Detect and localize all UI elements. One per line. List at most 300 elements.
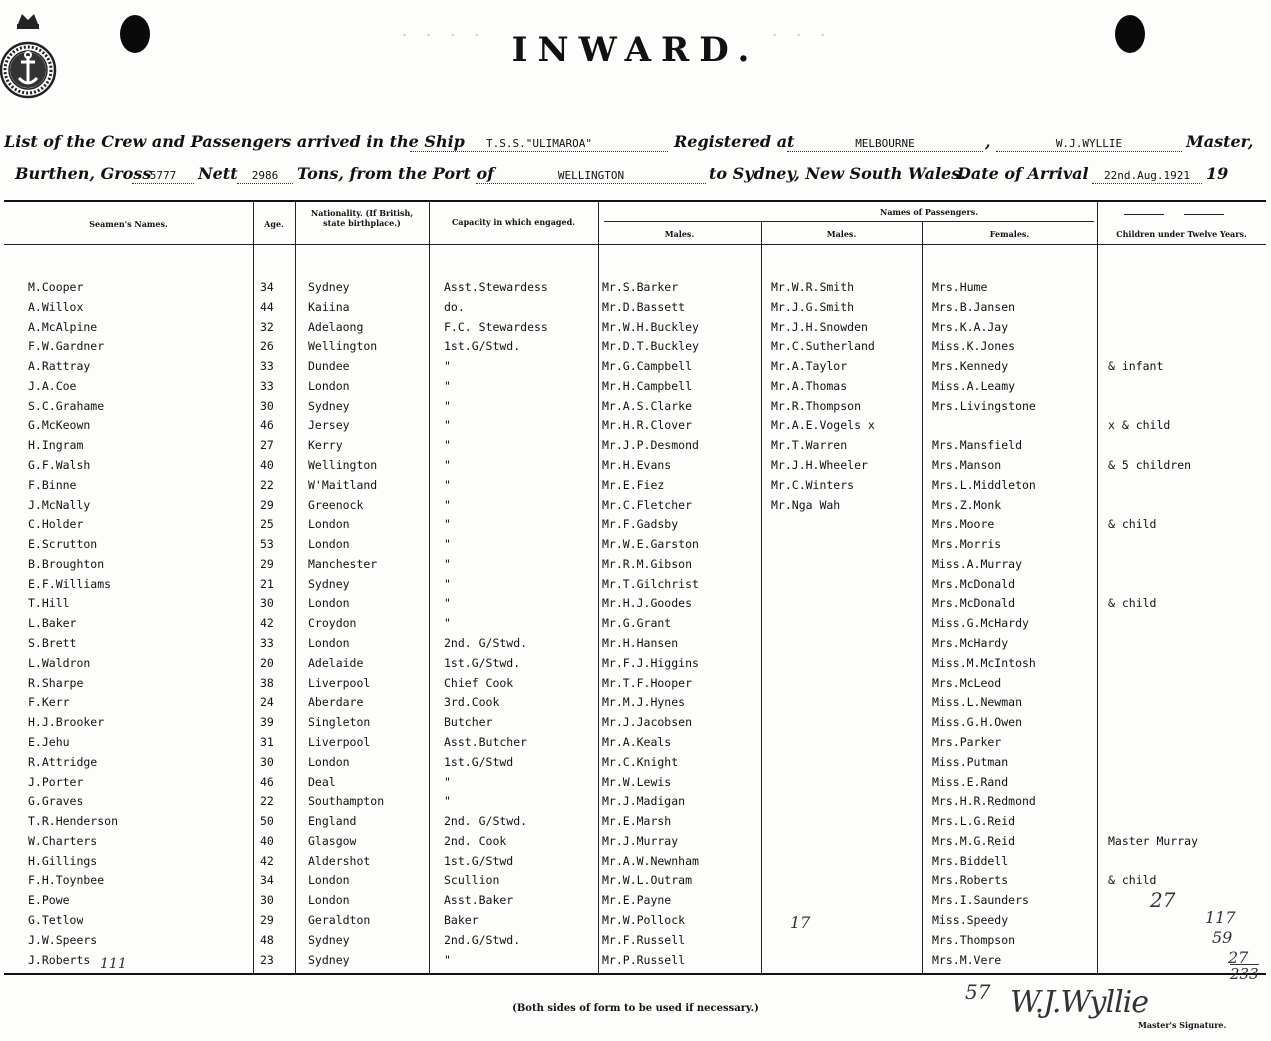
- table-row: [4, 337, 1266, 357]
- seaman-nationality: Aldershot: [308, 853, 371, 868]
- seaman-name: L.Waldron: [28, 655, 91, 670]
- col-nationality: Nationality. (If British, state birthplace.): [310, 208, 414, 228]
- seaman-nationality: Sydney: [308, 576, 350, 591]
- bleed-through-text: · · · ·: [400, 26, 485, 44]
- arrival-date: 22nd.Aug.1921: [1092, 169, 1202, 184]
- seaman-nationality: Wellington: [308, 339, 378, 354]
- seaman-name: E.F.Williams: [28, 576, 112, 591]
- seaman-capacity: ": [444, 576, 451, 591]
- seaman-nationality: Dundee: [308, 359, 350, 374]
- table-row: [4, 416, 1266, 436]
- passenger-male: Mr.C.Fletcher: [602, 497, 693, 512]
- arrival-label: Date of Arrival: [957, 164, 1089, 183]
- seaman-capacity: ": [444, 774, 451, 789]
- seaman-name: J.Porter: [28, 774, 84, 789]
- passenger-male: Mr.M.J.Hynes: [602, 695, 686, 710]
- seaman-capacity: ": [444, 359, 451, 374]
- seaman-age: 50: [260, 814, 274, 829]
- table-row: [4, 792, 1266, 812]
- passenger-children: & 5 children: [1108, 458, 1192, 473]
- seaman-age: 44: [260, 299, 274, 314]
- seaman-age: 31: [260, 734, 274, 749]
- passenger-female: Miss.Putman: [932, 754, 1009, 769]
- passenger-male: Mr.T.Gilchrist: [602, 576, 699, 591]
- seaman-age: 34: [260, 873, 274, 888]
- passenger-female: Mrs.B.Jansen: [932, 299, 1016, 314]
- seaman-name: H.Gillings: [28, 853, 98, 868]
- seaman-nationality: Greenock: [308, 497, 364, 512]
- seaman-capacity: F.C. Stewardess: [444, 319, 548, 334]
- seaman-name: C.Holder: [28, 517, 84, 532]
- seaman-name: G.McKeown: [28, 418, 91, 433]
- passenger-female: Mrs.Biddell: [932, 853, 1009, 868]
- seaman-age: 26: [260, 339, 274, 354]
- master-signature: W.J.Wyllie: [1010, 985, 1149, 1020]
- seaman-age: 20: [260, 655, 274, 670]
- seaman-name: E.Jehu: [28, 734, 70, 749]
- seaman-age: 24: [260, 695, 274, 710]
- header-line-burthen: [0, 164, 1271, 190]
- passenger-children: & child: [1108, 517, 1157, 532]
- seaman-name: R.Attridge: [28, 754, 98, 769]
- seaman-name: A.Willox: [28, 299, 84, 314]
- seaman-age: 30: [260, 398, 274, 413]
- passenger-male: Mr.J.Madigan: [602, 794, 686, 809]
- master-name: W.J.WYLLIE: [996, 137, 1182, 152]
- passenger-female: Mrs.Z.Monk: [932, 497, 1002, 512]
- seaman-capacity: ": [444, 556, 451, 571]
- seaman-name: W.Charters: [28, 833, 98, 848]
- passenger-female: Miss.Speedy: [932, 912, 1009, 927]
- table-row: [4, 773, 1266, 793]
- seaman-name: T.Hill: [28, 596, 70, 611]
- seaman-nationality: Jersey: [308, 418, 350, 433]
- passenger-female: Mrs.Moore: [932, 517, 995, 532]
- passenger-male: Mr.F.Russell: [602, 932, 686, 947]
- col-passengers: Names of Passengers.: [880, 207, 978, 217]
- seaman-nationality: London: [308, 893, 350, 908]
- seaman-name: F.Binne: [28, 477, 77, 492]
- seaman-nationality: England: [308, 814, 357, 829]
- passenger-male: Mr.A.Thomas: [771, 378, 848, 393]
- seaman-nationality: London: [308, 596, 350, 611]
- passenger-male: Mr.D.Bassett: [602, 299, 686, 314]
- seaman-capacity: ": [444, 794, 451, 809]
- passenger-male: Mr.D.T.Buckley: [602, 339, 699, 354]
- passenger-children: & infant: [1108, 359, 1164, 374]
- passenger-female: Miss.L.Newman: [932, 695, 1023, 710]
- seaman-name: R.Sharpe: [28, 675, 84, 690]
- seaman-nationality: W'Maitland: [308, 477, 378, 492]
- seaman-name: H.Ingram: [28, 438, 84, 453]
- table-row: [4, 753, 1266, 773]
- master-label: Master,: [1186, 132, 1254, 151]
- seaman-name: J.A.Coe: [28, 378, 77, 393]
- passenger-male: Mr.E.Marsh: [602, 814, 672, 829]
- passenger-male: Mr.Nga Wah: [771, 497, 841, 512]
- table-row: [4, 357, 1266, 377]
- table-row: [4, 377, 1266, 397]
- bleed-through-text: · · ·: [770, 26, 831, 44]
- seaman-nationality: Manchester: [308, 556, 378, 571]
- header-line-ship: [0, 132, 1271, 158]
- passenger-female: Mrs.M.G.Reid: [932, 833, 1016, 848]
- signature-count-mark: 57: [965, 980, 991, 1004]
- table-row: [4, 951, 1266, 971]
- seaman-capacity: Asst.Baker: [444, 893, 514, 908]
- seaman-age: 23: [260, 952, 274, 967]
- passenger-female: Mrs.I.Saunders: [932, 893, 1029, 908]
- passenger-children: & child: [1108, 596, 1157, 611]
- passenger-female: Miss.M.McIntosh: [932, 655, 1036, 670]
- seaman-age: 29: [260, 497, 274, 512]
- seaman-name: J.McNally: [28, 497, 91, 512]
- seaman-name: B.Broughton: [28, 556, 105, 571]
- table-row: [4, 496, 1266, 516]
- passenger-male: Mr.G.Grant: [602, 616, 672, 631]
- seaman-name: G.Tetlow: [28, 912, 84, 927]
- seaman-nationality: London: [308, 873, 350, 888]
- seaman-name: S.Brett: [28, 636, 77, 651]
- tally-mark: 59: [1212, 928, 1233, 947]
- seaman-capacity: Chief Cook: [444, 675, 514, 690]
- seaman-age: 40: [260, 458, 274, 473]
- passenger-male: Mr.G.Campbell: [602, 359, 693, 374]
- seaman-capacity: Asst.Butcher: [444, 734, 528, 749]
- year-suffix: 19: [1206, 164, 1229, 183]
- seaman-name: S.C.Grahame: [28, 398, 105, 413]
- seaman-capacity: ": [444, 952, 451, 967]
- passenger-female: Mrs.Kennedy: [932, 359, 1009, 374]
- seaman-name: F.W.Gardner: [28, 339, 105, 354]
- passenger-male: Mr.W.R.Smith: [771, 280, 855, 294]
- seaman-nationality: Singleton: [308, 715, 371, 730]
- table-row: [4, 832, 1266, 852]
- seaman-capacity: 2nd. G/Stwd.: [444, 814, 528, 829]
- seaman-capacity: ": [444, 438, 451, 453]
- passenger-children: Master Murray: [1108, 833, 1199, 848]
- destination-label: to Sydney, New South Wales.: [709, 164, 966, 183]
- seaman-name: L.Baker: [28, 616, 77, 631]
- row-check-mark: 111: [100, 956, 127, 972]
- seaman-age: 42: [260, 853, 274, 868]
- col-males-1: Males.: [664, 229, 695, 239]
- seaman-age: 30: [260, 596, 274, 611]
- seaman-nationality: London: [308, 754, 350, 769]
- seaman-age: 22: [260, 794, 274, 809]
- passenger-female: Mrs.Thompson: [932, 932, 1016, 947]
- seaman-age: 46: [260, 774, 274, 789]
- tally-children-mark: 27: [1150, 888, 1176, 912]
- seaman-nationality: London: [308, 537, 350, 552]
- passenger-male: Mr.J.H.Wheeler: [771, 458, 868, 473]
- table-row: [4, 436, 1266, 456]
- seaman-name: H.J.Brooker: [28, 715, 105, 730]
- crew-passenger-table: [4, 200, 1266, 975]
- passenger-female: Mrs.McDonald: [932, 576, 1016, 591]
- passenger-male: Mr.C.Sutherland: [771, 339, 875, 354]
- seaman-nationality: Sydney: [308, 280, 350, 294]
- seaman-capacity: Baker: [444, 912, 479, 927]
- table-row: [4, 535, 1266, 555]
- seaman-name: A.Rattray: [28, 359, 91, 374]
- passenger-male: Mr.J.G.Smith: [771, 299, 855, 314]
- passenger-children: x & child: [1108, 418, 1171, 433]
- seaman-nationality: Wellington: [308, 458, 378, 473]
- table-row: [4, 298, 1266, 318]
- table-row: [4, 515, 1266, 535]
- table-row: [4, 318, 1266, 338]
- seaman-capacity: 1st.G/Stwd.: [444, 339, 521, 354]
- col-seamen-names: Seamen's Names.: [89, 219, 168, 229]
- seaman-nationality: Kerry: [308, 438, 343, 453]
- seaman-nationality: Geraldton: [308, 912, 371, 927]
- seaman-nationality: Deal: [308, 774, 336, 789]
- seaman-age: 32: [260, 319, 274, 334]
- passenger-female: Mrs.McLeod: [932, 675, 1002, 690]
- males-count-mark: 17: [790, 913, 811, 932]
- burthen-label: Burthen, Gross: [15, 164, 152, 183]
- passenger-male: Mr.H.Evans: [602, 458, 672, 473]
- seaman-capacity: Asst.Stewardess: [444, 280, 548, 294]
- tally-mark: 117: [1205, 908, 1236, 927]
- table-row: [4, 555, 1266, 575]
- passenger-female: Mrs.McDonald: [932, 596, 1016, 611]
- col-age: Age.: [264, 219, 284, 229]
- passenger-male: Mr.A.Taylor: [771, 359, 848, 374]
- table-row: [4, 891, 1266, 911]
- seaman-capacity: ": [444, 616, 451, 631]
- seaman-nationality: Liverpool: [308, 675, 371, 690]
- table-row: [4, 614, 1266, 634]
- passenger-female: Mrs.Mansfield: [932, 438, 1023, 453]
- col-males-2: Males.: [826, 229, 857, 239]
- passenger-female: Mrs.Parker: [932, 734, 1002, 749]
- seaman-name: G.Graves: [28, 794, 84, 809]
- registered-port: MELBOURNE: [787, 137, 983, 152]
- table-row: [4, 456, 1266, 476]
- seaman-nationality: Southampton: [308, 794, 385, 809]
- form-footnote: (Both sides of form to be used if necessary.): [512, 1003, 759, 1014]
- table-row: [4, 674, 1266, 694]
- seaman-age: 46: [260, 418, 274, 433]
- table-row: [4, 654, 1266, 674]
- seaman-age: 33: [260, 359, 274, 374]
- seaman-age: 33: [260, 636, 274, 651]
- seaman-capacity: ": [444, 418, 451, 433]
- seaman-age: 21: [260, 576, 274, 591]
- ship-name: T.S.S."ULIMAROA": [410, 137, 668, 152]
- seaman-capacity: 2nd.G/Stwd.: [444, 932, 521, 947]
- passenger-male: Mr.W.H.Buckley: [602, 319, 699, 334]
- passenger-male: Mr.C.Knight: [602, 754, 679, 769]
- passenger-male: Mr.J.H.Snowden: [771, 319, 868, 334]
- table-row: [4, 852, 1266, 872]
- seaman-age: 33: [260, 378, 274, 393]
- passenger-male: Mr.E.Payne: [602, 893, 672, 908]
- seaman-capacity: ": [444, 378, 451, 393]
- seaman-age: 40: [260, 833, 274, 848]
- passenger-male: Mr.A.S.Clarke: [602, 398, 693, 413]
- passenger-male: Mr.W.E.Garston: [602, 537, 699, 552]
- seaman-nationality: Sydney: [308, 932, 350, 947]
- signature-label: Master's Signature.: [1138, 1020, 1227, 1030]
- passenger-female: Mrs.K.A.Jay: [932, 319, 1009, 334]
- passenger-female: Miss.G.H.Owen: [932, 715, 1023, 730]
- passenger-male: Mr.H.J.Goodes: [602, 596, 693, 611]
- passenger-male: Mr.A.Keals: [602, 734, 672, 749]
- seaman-name: J.Roberts: [28, 952, 91, 967]
- seaman-capacity: 1st.G/Stwd: [444, 853, 514, 868]
- passenger-male: Mr.J.P.Desmond: [602, 438, 699, 453]
- passenger-male: Mr.T.F.Hooper: [602, 675, 693, 690]
- seaman-age: 34: [260, 280, 274, 294]
- passenger-children: & child: [1108, 873, 1157, 888]
- seaman-capacity: Scullion: [444, 873, 500, 888]
- seaman-capacity: ": [444, 458, 451, 473]
- seaman-capacity: 3rd.Cook: [444, 695, 500, 710]
- seaman-nationality: Sydney: [308, 398, 350, 413]
- passenger-male: Mr.J.Murray: [602, 833, 679, 848]
- passenger-male: Mr.E.Fiez: [602, 477, 665, 492]
- gross-tons: 5777: [132, 169, 194, 184]
- passenger-male: Mr.H.Hansen: [602, 636, 679, 651]
- seaman-age: 27: [260, 438, 274, 453]
- seaman-capacity: 1st.G/Stwd.: [444, 655, 521, 670]
- nett-label: Nett: [198, 164, 238, 183]
- seaman-name: E.Scrutton: [28, 537, 98, 552]
- passenger-male: Mr.S.Barker: [602, 280, 679, 294]
- passenger-female: Mrs.M.Vere: [932, 952, 1002, 967]
- passenger-male: Mr.W.Pollock: [602, 912, 686, 927]
- seaman-name: G.F.Walsh: [28, 458, 91, 473]
- seaman-capacity: 2nd. G/Stwd.: [444, 636, 528, 651]
- col-children: Children under Twelve Years.: [1116, 229, 1247, 239]
- table-row: [4, 634, 1266, 654]
- passenger-female: Mrs.Morris: [932, 537, 1002, 552]
- passenger-male: Mr.R.Thompson: [771, 398, 862, 413]
- seaman-name: M.Cooper: [28, 280, 84, 294]
- passenger-female: Mrs.L.G.Reid: [932, 814, 1016, 829]
- passenger-female: Miss.K.Jones: [932, 339, 1016, 354]
- seaman-nationality: London: [308, 636, 350, 651]
- passenger-male: Mr.W.Lewis: [602, 774, 672, 789]
- passenger-female: Mrs.Livingstone: [932, 398, 1036, 413]
- seaman-capacity: ": [444, 596, 451, 611]
- passenger-male: Mr.P.Russell: [602, 952, 686, 967]
- passenger-female: Miss.E.Rand: [932, 774, 1009, 789]
- seaman-age: 25: [260, 517, 274, 532]
- seaman-age: 29: [260, 556, 274, 571]
- comma: ,: [985, 132, 991, 151]
- table-row: [4, 575, 1266, 595]
- passenger-male: Mr.A.W.Newnham: [602, 853, 699, 868]
- table-row: [4, 812, 1266, 832]
- seaman-capacity: ": [444, 398, 451, 413]
- nett-tons: 2986: [237, 169, 293, 184]
- seaman-nationality: Aberdare: [308, 695, 364, 710]
- seaman-name: A.McAlpine: [28, 319, 98, 334]
- seaman-capacity: ": [444, 517, 451, 532]
- seaman-nationality: London: [308, 517, 350, 532]
- col-capacity: Capacity in which engaged.: [452, 217, 575, 227]
- table-row: [4, 911, 1266, 931]
- seaman-nationality: Kaiina: [308, 299, 350, 314]
- seaman-name: E.Powe: [28, 893, 70, 908]
- seaman-age: 48: [260, 932, 274, 947]
- seaman-age: 29: [260, 912, 274, 927]
- passenger-female: Mrs.Manson: [932, 458, 1002, 473]
- passenger-male: Mr.T.Warren: [771, 438, 848, 453]
- table-row: [4, 931, 1266, 951]
- table-row: [4, 397, 1266, 417]
- passenger-male: Mr.A.E.Vogels x: [771, 418, 875, 433]
- table-row: [4, 278, 1266, 298]
- passenger-male: Mr.H.R.Clover: [602, 418, 693, 433]
- seaman-nationality: Sydney: [308, 952, 350, 967]
- passenger-male: Mr.C.Winters: [771, 477, 855, 492]
- table-row: [4, 871, 1266, 891]
- passenger-female: Miss.A.Murray: [932, 556, 1023, 571]
- seaman-age: 22: [260, 477, 274, 492]
- seaman-name: J.W.Speers: [28, 932, 98, 947]
- seaman-capacity: 2nd. Cook: [444, 833, 507, 848]
- seaman-age: 53: [260, 537, 274, 552]
- seaman-capacity: ": [444, 537, 451, 552]
- seaman-name: F.Kerr: [28, 695, 70, 710]
- passenger-male: Mr.R.M.Gibson: [602, 556, 693, 571]
- passenger-female: Mrs.McHardy: [932, 636, 1009, 651]
- passenger-female: Miss.G.McHardy: [932, 616, 1029, 631]
- seaman-age: 38: [260, 675, 274, 690]
- seaman-capacity: 1st.G/Stwd: [444, 754, 514, 769]
- seaman-nationality: London: [308, 378, 350, 393]
- passenger-male: Mr.J.Jacobsen: [602, 715, 693, 730]
- seaman-capacity: ": [444, 497, 451, 512]
- tons-label: Tons, from the Port of: [297, 164, 494, 183]
- seaman-age: 30: [260, 893, 274, 908]
- seaman-age: 30: [260, 754, 274, 769]
- table-row: [4, 713, 1266, 733]
- seaman-nationality: Adelaong: [308, 319, 364, 334]
- passenger-male: Mr.F.Gadsby: [602, 517, 679, 532]
- passenger-female: Mrs.Roberts: [932, 873, 1009, 888]
- registered-label: Registered at: [674, 132, 795, 151]
- table-row: [4, 733, 1266, 753]
- seaman-nationality: Adelaide: [308, 655, 364, 670]
- seaman-capacity: Butcher: [444, 715, 493, 730]
- table-row: [4, 594, 1266, 614]
- passenger-female: Mrs.Hume: [932, 280, 988, 294]
- passenger-male: Mr.H.Campbell: [602, 378, 693, 393]
- table-row: [4, 693, 1266, 713]
- seaman-name: T.R.Henderson: [28, 814, 119, 829]
- passenger-male: Mr.W.L.Outram: [602, 873, 693, 888]
- seaman-nationality: Liverpool: [308, 734, 371, 749]
- col-females: Females.: [989, 229, 1030, 239]
- port-of-departure: WELLINGTON: [476, 169, 706, 184]
- passenger-female: Miss.A.Leamy: [932, 378, 1016, 393]
- seaman-nationality: Croydon: [308, 616, 357, 631]
- passenger-female: Mrs.L.Middleton: [932, 477, 1036, 492]
- tally-mark: 27: [1228, 948, 1249, 967]
- table-row: [4, 476, 1266, 496]
- seaman-name: F.H.Toynbee: [28, 873, 105, 888]
- seaman-age: 39: [260, 715, 274, 730]
- seaman-capacity: ": [444, 477, 451, 492]
- passenger-male: Mr.F.J.Higgins: [602, 655, 699, 670]
- passenger-female: Mrs.H.R.Redmond: [932, 794, 1036, 809]
